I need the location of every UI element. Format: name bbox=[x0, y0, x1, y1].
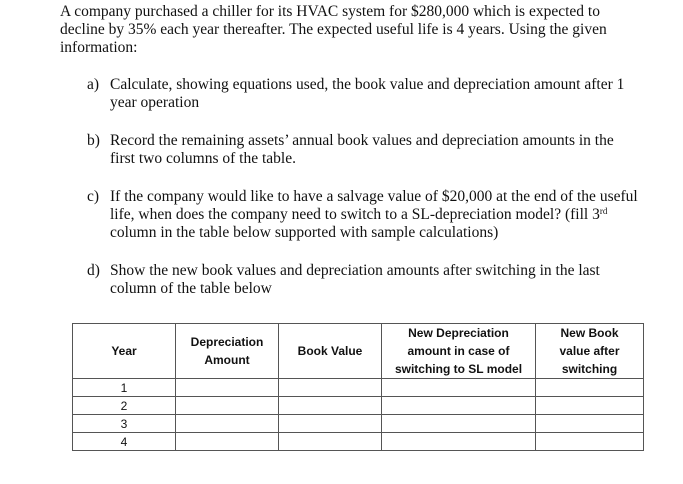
header-new-book-value: New Book value after switching bbox=[536, 324, 644, 379]
question-label: c) bbox=[87, 188, 100, 205]
header-book-value: Book Value bbox=[279, 324, 382, 379]
new-depreciation-cell[interactable] bbox=[382, 379, 536, 397]
year-cell: 4 bbox=[73, 433, 176, 451]
question-text: Record the remaining assets’ annual book values and depreciation amounts in the bbox=[110, 132, 614, 149]
question-text: column of the table below bbox=[110, 280, 272, 297]
header-depreciation-amount: Depreciation Amount bbox=[176, 324, 279, 379]
ordinal-superscript: rd bbox=[599, 206, 608, 216]
book-value-cell[interactable] bbox=[279, 415, 382, 433]
new-depreciation-cell[interactable] bbox=[382, 433, 536, 451]
new-depreciation-cell[interactable] bbox=[382, 397, 536, 415]
table-row bbox=[73, 397, 644, 415]
new-book-value-cell[interactable] bbox=[536, 433, 644, 451]
table-row bbox=[73, 415, 644, 433]
table-row bbox=[73, 433, 644, 451]
question-text: Show the new book values and depreciation amounts after switching in the last bbox=[110, 262, 600, 279]
question-text: life, when does the company need to switch to a SL-depreciation model? (fill 3rd bbox=[110, 206, 608, 223]
book-value-cell[interactable] bbox=[279, 397, 382, 415]
question-text: first two columns of the table. bbox=[110, 150, 296, 167]
question-text: column in the table below supported with sample calculations) bbox=[110, 224, 499, 241]
table-row bbox=[73, 379, 644, 397]
year-cell: 2 bbox=[73, 397, 176, 415]
year-cell: 3 bbox=[73, 415, 176, 433]
year-cell: 1 bbox=[73, 379, 176, 397]
intro-line: decline by 35% each year thereafter. The expected useful life is 4 years. Using the given bbox=[60, 21, 607, 38]
new-book-value-cell[interactable] bbox=[536, 397, 644, 415]
intro-line: A company purchased a chiller for its HVAC system for $280,000 which is expected to bbox=[60, 3, 600, 20]
header-year: Year bbox=[73, 324, 176, 379]
depreciation-cell[interactable] bbox=[176, 379, 279, 397]
new-book-value-cell[interactable] bbox=[536, 379, 644, 397]
new-book-value-cell[interactable] bbox=[536, 415, 644, 433]
question-text: year operation bbox=[110, 94, 200, 111]
intro-line: information: bbox=[60, 39, 138, 56]
question-label: d) bbox=[87, 262, 100, 279]
book-value-cell[interactable] bbox=[279, 379, 382, 397]
question-text: Calculate, showing equations used, the book value and depreciation amount after 1 bbox=[110, 76, 625, 93]
depreciation-cell[interactable] bbox=[176, 397, 279, 415]
depreciation-table bbox=[72, 323, 644, 451]
problem-intro bbox=[60, 3, 660, 57]
depreciation-cell[interactable] bbox=[176, 433, 279, 451]
question-text: If the company would like to have a salvage value of $20,000 at the end of the useful bbox=[110, 188, 638, 205]
depreciation-cell[interactable] bbox=[176, 415, 279, 433]
book-value-cell[interactable] bbox=[279, 433, 382, 451]
table-header-row bbox=[73, 324, 644, 379]
question-label: a) bbox=[87, 76, 100, 93]
new-depreciation-cell[interactable] bbox=[382, 415, 536, 433]
header-new-depreciation: New Depreciation amount in case of switching to SL model bbox=[382, 324, 536, 379]
question-label: b) bbox=[87, 132, 100, 149]
